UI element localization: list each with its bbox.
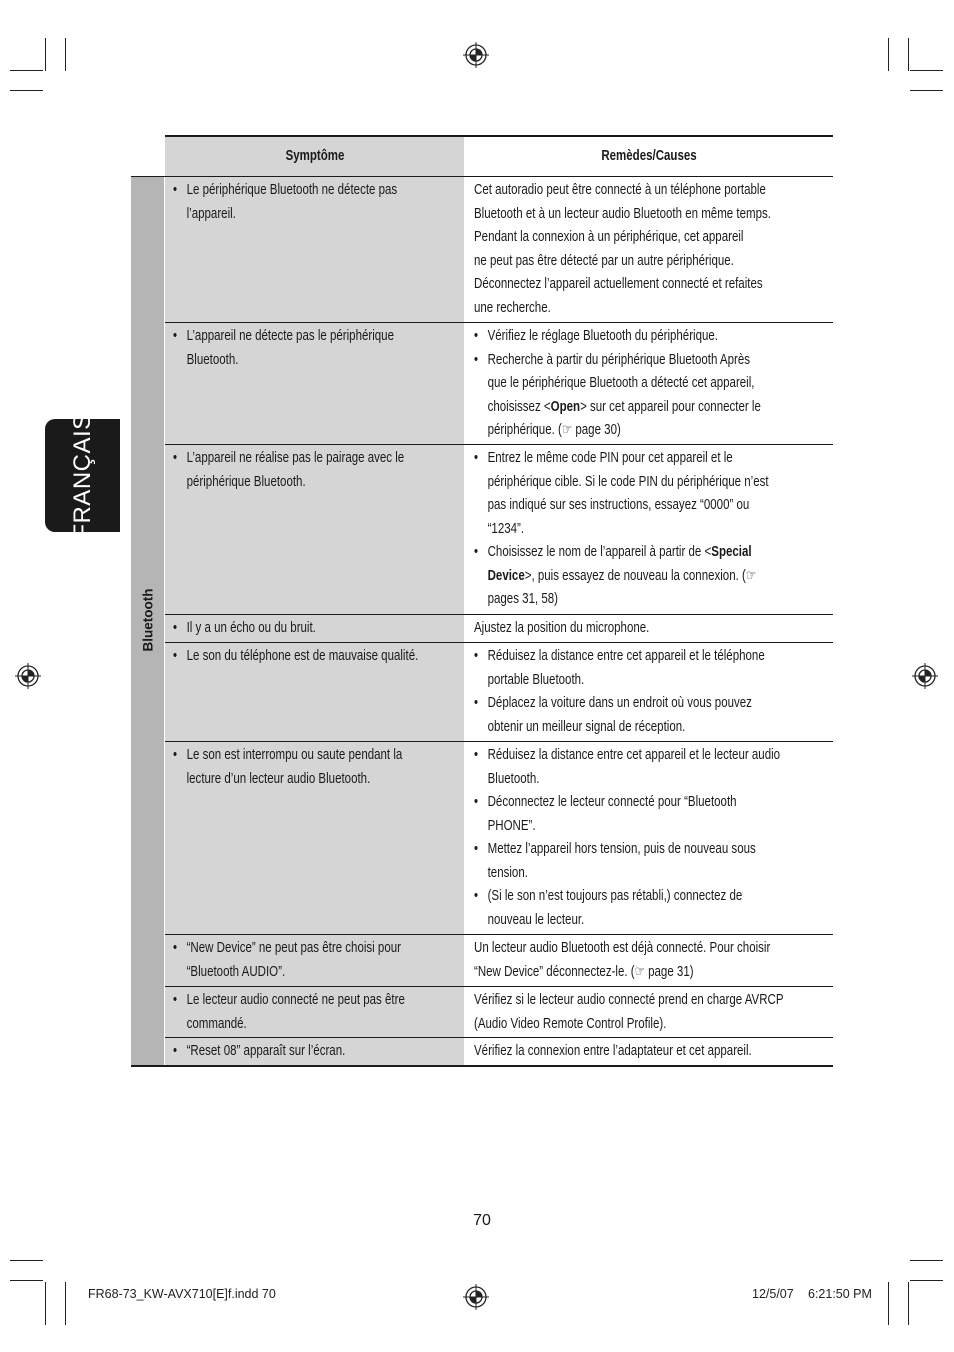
row-separator	[165, 934, 833, 935]
table-row-symptom: • Il y a un écho ou du bruit.	[173, 617, 316, 641]
table-row-remedy: • Entrez le même code PIN pour cet appareil et le périphérique cible. Si le code PIN du périphérique n’est pas indiqué sur ses instructions, essayez “0000” ou “1234”. • Choisissez le nom de l’appareil à partir de <Special Device>, puis essayez de nouveau la connexion. (☞ pages 31, 58)	[474, 447, 769, 612]
table-row-symptom: • Le son est interrompu ou saute pendant la lecture d’un lecteur audio Bluetooth.	[173, 744, 402, 791]
language-tab	[45, 412, 120, 539]
registration-mark-icon	[463, 1284, 489, 1310]
table-row-symptom: • “New Device” ne peut pas être choisi pour “Bluetooth AUDIO”.	[173, 937, 401, 984]
crop-mark	[10, 90, 43, 91]
crop-mark	[910, 1260, 943, 1261]
row-separator	[165, 986, 833, 987]
crop-mark	[10, 1260, 43, 1261]
registration-mark-icon	[463, 42, 489, 68]
registration-mark-icon	[912, 663, 938, 689]
row-separator	[165, 741, 833, 742]
table-row-remedy: • Réduisez la distance entre cet appareil et le lecteur audio Bluetooth. • Déconnectez le lecteur connecté pour “Bluetooth PHONE”. • Mettez l’appareil hors tension, puis de nouveau sous tension. • (Si le son n’est toujours pas rétabli,) connectez de nouveau le lecteur.	[474, 744, 780, 932]
crop-mark	[910, 1280, 943, 1281]
table-row-remedy: Vérifiez la connexion entre l’adaptateur et cet appareil.	[474, 1043, 752, 1059]
table-row-remedy: Ajustez la position du microphone.	[474, 620, 650, 636]
row-separator	[165, 642, 833, 643]
crop-mark	[910, 70, 943, 71]
language-tab-label: FRANÇAIS	[68, 412, 96, 539]
crop-mark	[908, 38, 909, 71]
crop-mark	[888, 38, 889, 71]
crop-mark	[10, 1280, 43, 1281]
footer-time: 6:21:50 PM	[808, 1287, 872, 1301]
crop-mark	[65, 1282, 66, 1325]
header-rule	[131, 176, 833, 177]
table-row-symptom: • “Reset 08” apparaît sur l’écran.	[173, 1040, 345, 1064]
row-separator	[165, 444, 833, 445]
page-number: 70	[473, 1212, 491, 1229]
header-remedy: Remèdes/Causes	[601, 148, 697, 164]
table-row-remedy: • Vérifiez le réglage Bluetooth du périphérique. • Recherche à partir du périphérique Bluetooth Après que le périphérique Bluetooth a détecté cet appareil, choisissez <Open> sur cet appareil pour connecter le périphérique. (☞ page 30)	[474, 325, 761, 443]
table-row-remedy: • Réduisez la distance entre cet appareil et le téléphone portable Bluetooth. • Déplacez la voiture dans un endroit où vous pouvez obtenir un meilleur signal de réception.	[474, 645, 765, 739]
row-separator	[165, 322, 833, 323]
header-symptom: Symptôme	[285, 148, 345, 164]
crop-mark	[45, 1282, 46, 1325]
table-row-remedy: Un lecteur audio Bluetooth est déjà connecté. Pour choisir “New Device” déconnectez-le. (☞ page 31)	[474, 940, 771, 980]
table-row-symptom: • Le son du téléphone est de mauvaise qualité.	[173, 645, 418, 669]
crop-mark	[888, 1282, 889, 1325]
table-row-remedy: Vérifiez si le lecteur audio connecté prend en charge AVRCP (Audio Video Remote Control Profile).	[474, 992, 784, 1032]
row-separator	[165, 614, 833, 615]
row-separator	[165, 1037, 833, 1038]
table-row-symptom: • Le lecteur audio connecté ne peut pas être commandé.	[173, 989, 405, 1036]
footer-date: 12/5/07	[752, 1287, 794, 1301]
section-label: Bluetooth	[140, 588, 156, 652]
table-row-remedy: Cet autoradio peut être connecté à un téléphone portable Bluetooth et à un lecteur audio Bluetooth en même temps. Pendant la connexion à un périphérique, cet appareil ne peut pas être détecté par un autre périphérique. Déconnectez l’appareil actuellement connecté et refaites une recherche.	[474, 182, 771, 316]
crop-mark	[10, 70, 43, 71]
registration-mark-icon	[15, 663, 41, 689]
crop-mark	[45, 38, 46, 71]
crop-mark	[910, 90, 943, 91]
crop-mark	[65, 38, 66, 71]
table-bottom-rule	[131, 1065, 833, 1067]
table-row-symptom: • L’appareil ne détecte pas le périphérique Bluetooth.	[173, 325, 394, 372]
crop-mark	[908, 1282, 909, 1325]
footer-file: FR68-73_KW-AVX710[E]f.indd 70	[88, 1287, 276, 1301]
table-row-symptom: • L’appareil ne réalise pas le pairage avec le périphérique Bluetooth.	[173, 447, 404, 494]
column-divider	[464, 137, 465, 1065]
table-row-symptom: • Le périphérique Bluetooth ne détecte pas l’appareil.	[173, 179, 397, 226]
